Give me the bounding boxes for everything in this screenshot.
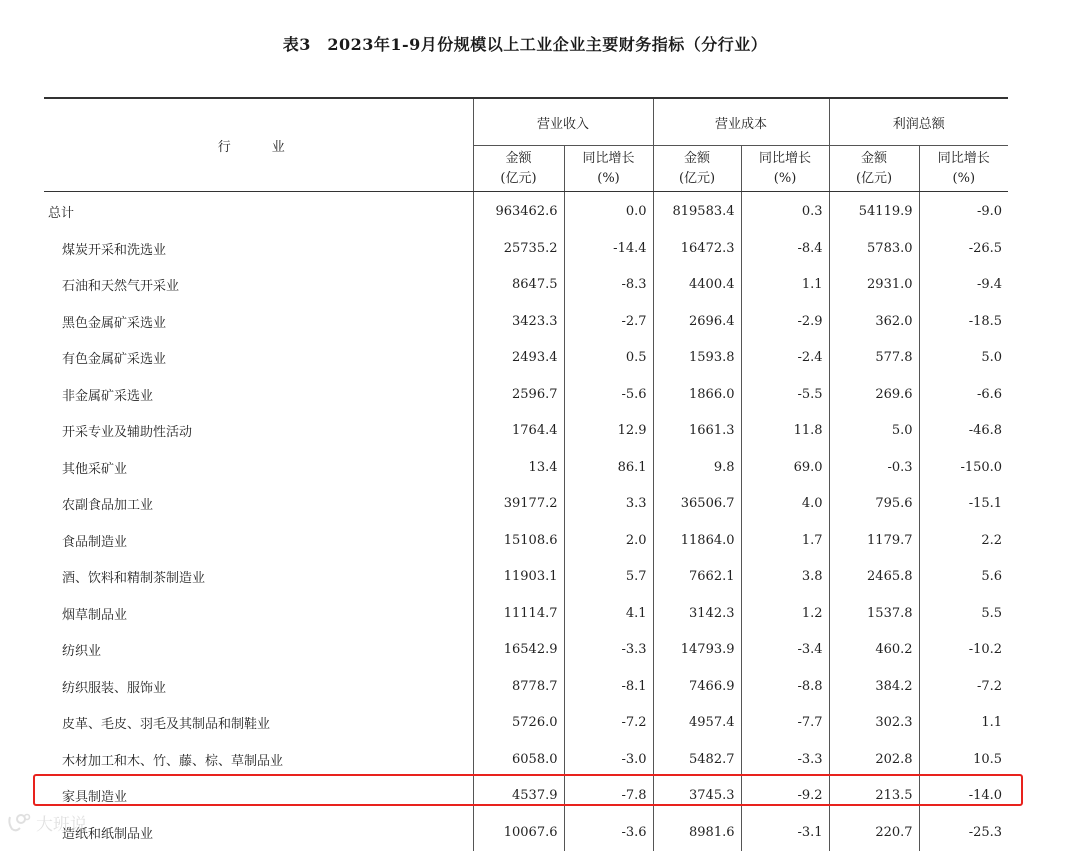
cost-growth-cell: -8.4 <box>741 230 829 267</box>
table-body <box>44 192 1008 851</box>
cost-amount-cell: 4957.4 <box>653 705 741 742</box>
profit-growth-cell: -150.0 <box>919 449 1008 486</box>
revenue-amount-cell: 39177.2 <box>473 486 564 523</box>
table-row <box>44 376 1008 413</box>
profit-growth-cell: -15.1 <box>919 486 1008 523</box>
revenue-growth-cell: -3.0 <box>564 741 653 778</box>
industry-name: 家具制造业 <box>62 790 128 806</box>
table-row <box>44 705 1008 742</box>
cost-amount-cell: 9.8 <box>653 449 741 486</box>
cost-growth-cell: 3.8 <box>741 559 829 596</box>
cost-growth-cell: -2.9 <box>741 303 829 340</box>
cost-amount-cell: 16472.3 <box>653 230 741 267</box>
revenue-amount-cell: 8647.5 <box>473 267 564 304</box>
profit-amount-cell: 5.0 <box>829 413 919 450</box>
table-row <box>44 814 1008 851</box>
cost-amount-cell: 2696.4 <box>653 303 741 340</box>
table-row <box>44 778 1008 815</box>
revenue-growth-cell: 0.5 <box>564 340 653 377</box>
table-row <box>44 303 1008 340</box>
table-row <box>44 486 1008 523</box>
table-row <box>44 267 1008 304</box>
table-row <box>44 413 1008 450</box>
revenue-amount-cell: 10067.6 <box>473 814 564 851</box>
cost-growth-cell: 11.8 <box>741 413 829 450</box>
cost-amount-cell: 3745.3 <box>653 778 741 815</box>
cost-amount-cell: 5482.7 <box>653 741 741 778</box>
cost-growth-header: 同比增长 (%) <box>741 146 829 192</box>
profit-amount-cell: 1179.7 <box>829 522 919 559</box>
revenue-growth-cell: 5.7 <box>564 559 653 596</box>
profit-growth-cell: -18.5 <box>919 303 1008 340</box>
cost-amount-cell: 8981.6 <box>653 814 741 851</box>
profit-growth-cell: -26.5 <box>919 230 1008 267</box>
revenue-amount-cell: 25735.2 <box>473 230 564 267</box>
table-row <box>44 632 1008 669</box>
table-row <box>44 741 1008 778</box>
table-row <box>44 230 1008 267</box>
profit-amount-cell: 362.0 <box>829 303 919 340</box>
cost-amount-header: 金额 (亿元) <box>653 146 741 192</box>
table-row <box>44 595 1008 632</box>
industry-name: 有色金属矿采选业 <box>62 352 167 368</box>
cost-amount-cell: 4400.4 <box>653 267 741 304</box>
table-row <box>44 559 1008 596</box>
cost-growth-cell: 4.0 <box>741 486 829 523</box>
cost-amount-cell: 11864.0 <box>653 522 741 559</box>
cost-group-header: 营业成本 <box>653 98 829 146</box>
revenue-amount-cell: 3423.3 <box>473 303 564 340</box>
cost-growth-cell: 69.0 <box>741 449 829 486</box>
revenue-growth-cell: -3.6 <box>564 814 653 851</box>
cost-amount-cell: 819583.4 <box>653 192 741 231</box>
profit-amount-cell: 460.2 <box>829 632 919 669</box>
revenue-amount-cell: 963462.6 <box>473 192 564 231</box>
financial-indicators-table <box>44 97 1008 851</box>
cost-growth-cell: -5.5 <box>741 376 829 413</box>
watermark <box>6 808 156 836</box>
industry-name: 开采专业及辅助性活动 <box>62 425 193 441</box>
profit-growth-cell: -6.6 <box>919 376 1008 413</box>
industry-name: 石油和天然气开采业 <box>62 279 180 295</box>
industry-name: 食品制造业 <box>62 534 128 550</box>
industry-name: 非金属矿采选业 <box>62 388 154 404</box>
revenue-amount-cell: 15108.6 <box>473 522 564 559</box>
revenue-amount-cell: 2596.7 <box>473 376 564 413</box>
cost-amount-cell: 7662.1 <box>653 559 741 596</box>
table-title: 表3 2023年1-9月份规模以上工业企业主要财务指标（分行业） <box>282 35 768 54</box>
industry-name: 其他采矿业 <box>62 461 128 477</box>
revenue-growth-cell: -3.3 <box>564 632 653 669</box>
table-row <box>44 192 1008 231</box>
revenue-growth-cell: 2.0 <box>564 522 653 559</box>
revenue-growth-cell: 0.0 <box>564 192 653 231</box>
revenue-amount-cell: 11114.7 <box>473 595 564 632</box>
profit-amount-cell: 2931.0 <box>829 267 919 304</box>
profit-growth-cell: -46.8 <box>919 413 1008 450</box>
revenue-amount-cell: 11903.1 <box>473 559 564 596</box>
cost-growth-cell: 1.2 <box>741 595 829 632</box>
revenue-amount-header: 金额 (亿元) <box>473 146 564 192</box>
profit-growth-cell: 1.1 <box>919 705 1008 742</box>
cost-growth-cell: -3.4 <box>741 632 829 669</box>
profit-amount-cell: -0.3 <box>829 449 919 486</box>
industry-name: 纺织服装、服饰业 <box>62 680 167 696</box>
industry-name: 造纸和纸制品业 <box>62 826 154 842</box>
profit-growth-cell: 10.5 <box>919 741 1008 778</box>
revenue-group-header: 营业收入 <box>473 98 653 146</box>
revenue-amount-cell: 2493.4 <box>473 340 564 377</box>
profit-amount-cell: 2465.8 <box>829 559 919 596</box>
revenue-growth-cell: -8.3 <box>564 267 653 304</box>
profit-amount-cell: 54119.9 <box>829 192 919 231</box>
revenue-amount-cell: 4537.9 <box>473 778 564 815</box>
industry-name: 总计 <box>48 205 75 221</box>
cost-growth-cell: 1.1 <box>741 267 829 304</box>
revenue-growth-cell: 12.9 <box>564 413 653 450</box>
profit-group-header: 利润总额 <box>829 98 1008 146</box>
cost-amount-cell: 1661.3 <box>653 413 741 450</box>
industry-name: 农副食品加工业 <box>62 498 154 514</box>
revenue-amount-cell: 1764.4 <box>473 413 564 450</box>
cost-growth-cell: 1.7 <box>741 522 829 559</box>
revenue-growth-cell: -7.8 <box>564 778 653 815</box>
cost-amount-cell: 1866.0 <box>653 376 741 413</box>
profit-growth-cell: 5.0 <box>919 340 1008 377</box>
industry-name: 烟草制品业 <box>62 607 128 623</box>
industry-name: 煤炭开采和洗选业 <box>62 242 167 258</box>
cost-growth-cell: -3.1 <box>741 814 829 851</box>
revenue-growth-cell: 3.3 <box>564 486 653 523</box>
profit-growth-cell: -25.3 <box>919 814 1008 851</box>
revenue-amount-cell: 13.4 <box>473 449 564 486</box>
profit-growth-cell: 2.2 <box>919 522 1008 559</box>
profit-growth-cell: -9.0 <box>919 192 1008 231</box>
profit-amount-cell: 302.3 <box>829 705 919 742</box>
revenue-growth-cell: -5.6 <box>564 376 653 413</box>
profit-amount-header: 金额 (亿元) <box>829 146 919 192</box>
revenue-growth-cell: -14.4 <box>564 230 653 267</box>
revenue-growth-cell: -8.1 <box>564 668 653 705</box>
profit-amount-cell: 220.7 <box>829 814 919 851</box>
profit-growth-cell: -7.2 <box>919 668 1008 705</box>
cost-amount-cell: 36506.7 <box>653 486 741 523</box>
revenue-amount-cell: 16542.9 <box>473 632 564 669</box>
cost-amount-cell: 7466.9 <box>653 668 741 705</box>
industry-name: 木材加工和木、竹、藤、棕、草制品业 <box>62 753 284 769</box>
revenue-amount-cell: 6058.0 <box>473 741 564 778</box>
cost-growth-cell: -8.8 <box>741 668 829 705</box>
profit-amount-cell: 202.8 <box>829 741 919 778</box>
table-row <box>44 340 1008 377</box>
profit-amount-cell: 795.6 <box>829 486 919 523</box>
profit-amount-cell: 384.2 <box>829 668 919 705</box>
profit-amount-cell: 213.5 <box>829 778 919 815</box>
revenue-growth-header: 同比增长 (%) <box>564 146 653 192</box>
cost-growth-cell: -7.7 <box>741 705 829 742</box>
revenue-amount-cell: 8778.7 <box>473 668 564 705</box>
revenue-amount-cell: 5726.0 <box>473 705 564 742</box>
profit-growth-cell: -14.0 <box>919 778 1008 815</box>
cost-growth-cell: -9.2 <box>741 778 829 815</box>
revenue-growth-cell: -7.2 <box>564 705 653 742</box>
industry-name: 黑色金属矿采选业 <box>62 315 167 331</box>
cost-growth-cell: -2.4 <box>741 340 829 377</box>
profit-amount-cell: 577.8 <box>829 340 919 377</box>
industry-name: 纺织业 <box>62 644 102 660</box>
profit-amount-cell: 1537.8 <box>829 595 919 632</box>
cost-amount-cell: 3142.3 <box>653 595 741 632</box>
cost-amount-cell: 14793.9 <box>653 632 741 669</box>
profit-amount-cell: 5783.0 <box>829 230 919 267</box>
table-row <box>44 449 1008 486</box>
table-row <box>44 668 1008 705</box>
profit-growth-header: 同比增长 (%) <box>919 146 1008 192</box>
revenue-growth-cell: 86.1 <box>564 449 653 486</box>
watermark-text: 大班说 <box>36 814 87 835</box>
logo-icon <box>6 811 32 833</box>
industry-name: 酒、饮料和精制茶制造业 <box>62 571 206 587</box>
profit-growth-cell: -10.2 <box>919 632 1008 669</box>
industry-column-header: 行 业 <box>44 98 473 192</box>
table-row <box>44 522 1008 559</box>
cost-amount-cell: 1593.8 <box>653 340 741 377</box>
revenue-growth-cell: 4.1 <box>564 595 653 632</box>
cost-growth-cell: -3.3 <box>741 741 829 778</box>
revenue-growth-cell: -2.7 <box>564 303 653 340</box>
cost-growth-cell: 0.3 <box>741 192 829 231</box>
industry-name: 皮革、毛皮、羽毛及其制品和制鞋业 <box>62 717 271 733</box>
profit-growth-cell: -9.4 <box>919 267 1008 304</box>
profit-amount-cell: 269.6 <box>829 376 919 413</box>
profit-growth-cell: 5.6 <box>919 559 1008 596</box>
profit-growth-cell: 5.5 <box>919 595 1008 632</box>
